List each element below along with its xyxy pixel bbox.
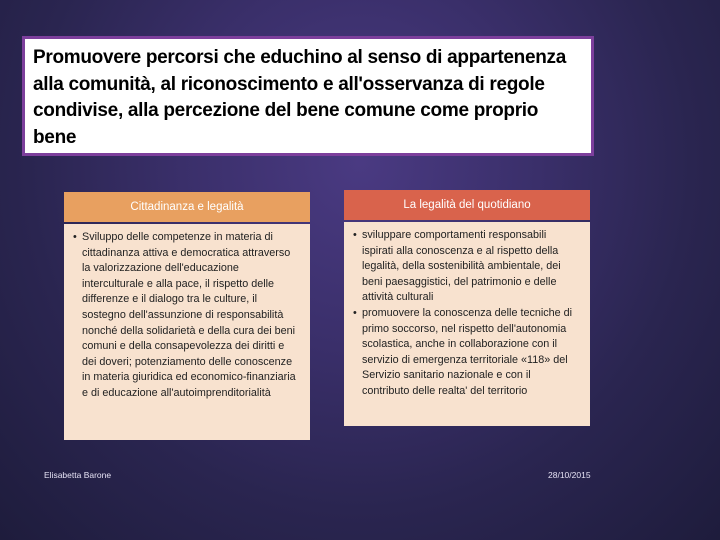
right-column-header (344, 190, 590, 220)
right-column-header-label: La legalità del quotidiano (403, 199, 531, 211)
bullet-icon: • (353, 306, 357, 319)
left-bullet-item (73, 230, 300, 402)
right-bullet-item (353, 228, 580, 306)
right-bullet-text: promuovere la conoscenza delle tecniche di primo soccorso, nel rispetto dell'autonomia scolastica, anche in collaborazione con il servizio di emergenza territoriale «118» del Servizio sanitario nazionale e con il contributo delle realta' del territorio (362, 306, 573, 397)
left-column-body (64, 224, 310, 440)
title-box (22, 36, 594, 156)
bullet-icon: • (73, 231, 77, 243)
left-column-header (64, 192, 310, 222)
right-bullet-item (353, 306, 580, 400)
slide-title: Promuovere percorsi che educhino al senso di appartenenza alla comunità, al riconoscimento e all'osservanza di regole condivise, alla percezione del bene comune come proprio bene (33, 47, 567, 148)
bullet-icon: • (353, 229, 357, 241)
right-bullet-text: sviluppare comportamenti responsabili ispirati alla conoscenza e al rispetto della legalità, della sostenibilità ambientale, dei beni paesaggistici, del patrimonio e delle attività culturali (362, 229, 561, 304)
footer-date: 28/10/2015 (548, 470, 591, 480)
left-bullet-text: Sviluppo delle competenze in materia di cittadinanza attiva e democratica attraverso la valorizzazione dell'educazione interculturale e alla pace, il rispetto delle differenze e il dialogo tra le culture, il sostegno dell'assunzione di responsabilità nonché della solidarietà e della cura dei beni comuni e della consapevolezza dei diritti e dei doveri; potenziamento delle conoscenze in materia giuridica ed economico-finanziaria e di educazione all'autoimprenditorialità (82, 231, 296, 399)
right-column-body (344, 222, 590, 426)
footer-author: Elisabetta Barone (44, 470, 112, 480)
left-column-header-label: Cittadinanza e legalità (130, 201, 244, 213)
